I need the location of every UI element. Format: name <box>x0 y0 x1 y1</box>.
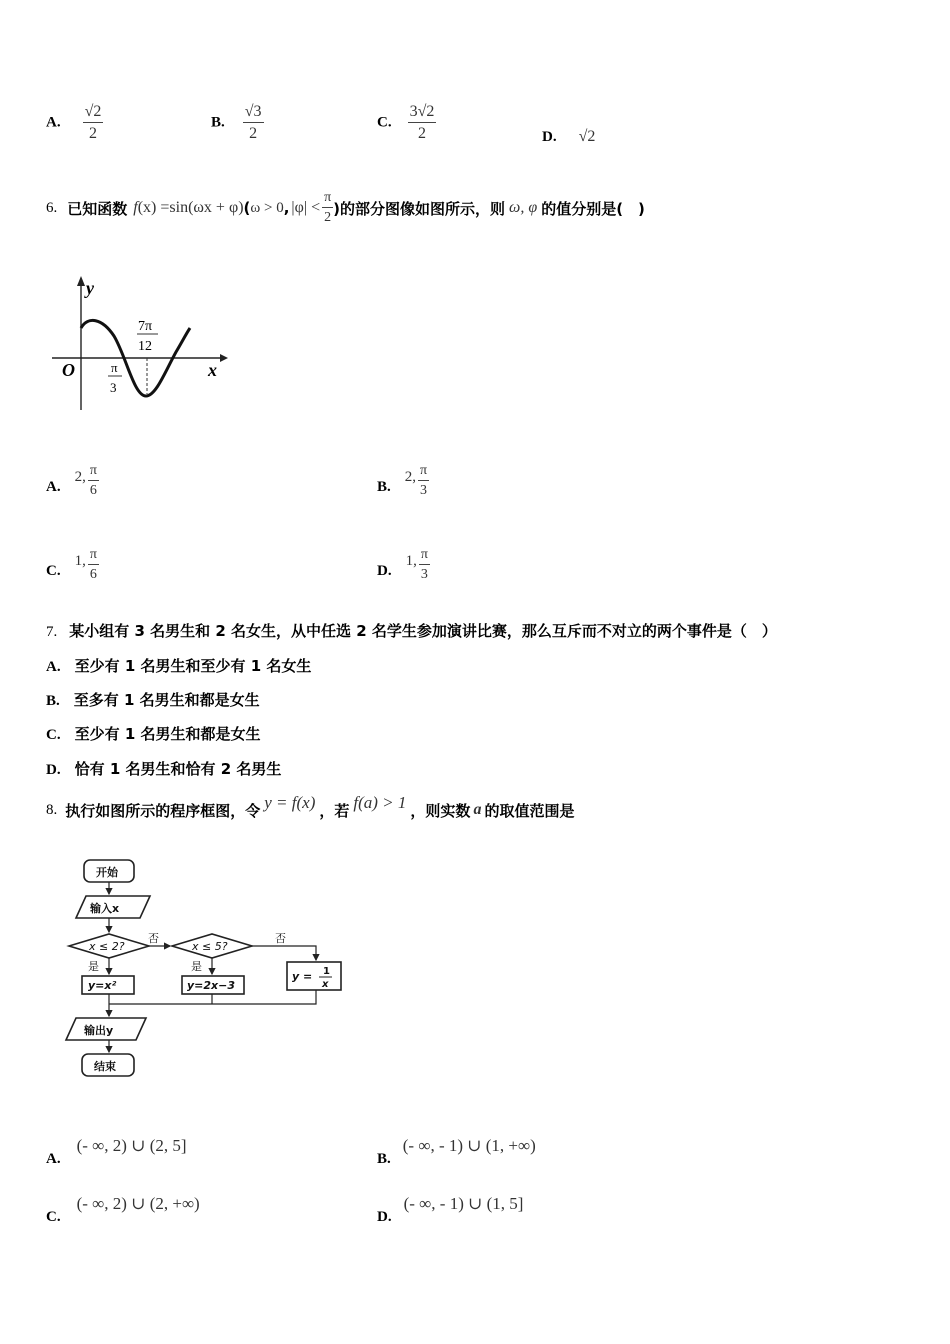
q6-stem <box>46 188 645 228</box>
numerator: π <box>88 548 99 565</box>
option-label: B. <box>377 1151 391 1167</box>
origin-label: O <box>62 360 75 380</box>
expression: y = f(x) <box>264 793 316 812</box>
option-label: B. <box>211 114 225 131</box>
box-3-num: 1 <box>323 966 330 977</box>
option-text: 至少有 1 名男生和至少有 1 名女生 <box>74 657 312 675</box>
box-3-den: x <box>322 979 329 990</box>
numerator: π <box>418 464 429 481</box>
option-label: A. <box>46 114 61 131</box>
y-axis-label: y <box>86 278 94 298</box>
box-2-label: y=2x−3 <box>187 979 236 992</box>
option-label: D. <box>542 129 557 145</box>
denominator: 2 <box>88 125 97 142</box>
q8-option-a[interactable] <box>46 1130 187 1168</box>
option-label: D. <box>46 762 61 778</box>
comma: , <box>283 199 290 217</box>
q6-option-b[interactable] <box>377 458 429 498</box>
q5-option-a[interactable] <box>46 104 103 142</box>
option-label: A. <box>46 659 61 675</box>
option-label: C. <box>46 1209 61 1225</box>
variable-a: a <box>473 801 482 818</box>
option-value: (- ∞, - 1) ∪ (1, 5] <box>403 1194 524 1213</box>
q6-option-a[interactable] <box>46 458 99 498</box>
option-text: 恰有 1 名男生和恰有 2 名男生 <box>74 760 282 778</box>
stem-text: ，若 <box>319 801 350 820</box>
option-label: D. <box>377 1209 392 1225</box>
numerator: √2 <box>83 104 104 123</box>
option-value: (- ∞, 2) ∪ (2, 5] <box>76 1136 187 1155</box>
q8-stem <box>46 790 574 830</box>
question-number: 6. <box>46 199 58 216</box>
fraction <box>243 104 264 142</box>
q6-option-d[interactable] <box>377 542 430 582</box>
option-text: 至多有 1 名男生和都是女生 <box>73 691 260 709</box>
denominator: 3 <box>420 567 428 582</box>
q7-option-b[interactable] <box>46 689 260 710</box>
yes-label-2: 是 <box>191 960 202 973</box>
stem-text: 的值分别是( ) <box>541 199 645 218</box>
stem-text: 某小组有 3 名男生和 2 名女生，从中任选 2 名学生参加演讲比赛，那么互斥而不对立的两个事件是（ ） <box>69 622 777 640</box>
fraction <box>83 104 104 142</box>
denominator: 2 <box>324 210 332 225</box>
option-prefix: 1, <box>405 553 417 569</box>
option-prefix: 1, <box>74 553 86 569</box>
option-label: A. <box>46 479 61 495</box>
denominator: 6 <box>89 483 97 498</box>
no-label-2: 否 <box>275 932 286 945</box>
option-label: B. <box>46 693 60 709</box>
q8-option-d[interactable] <box>377 1188 523 1226</box>
q5-option-c[interactable] <box>377 104 436 142</box>
fraction <box>419 548 430 582</box>
end-label: 结束 <box>94 1060 116 1073</box>
q7-stem <box>46 620 777 641</box>
q7-option-d[interactable] <box>46 758 281 779</box>
mark-7pi-num: 7π <box>138 319 153 334</box>
stem-text: 的取值范围是 <box>484 801 575 820</box>
numerator: π <box>322 191 333 208</box>
option-prefix: 2, <box>404 469 417 485</box>
y-axis-arrow-icon <box>77 276 85 286</box>
output-label: 输出y <box>84 1024 114 1037</box>
flowchart <box>60 852 360 1092</box>
start-label: 开始 <box>96 866 118 879</box>
option-label: C. <box>46 727 61 743</box>
denominator: 2 <box>249 125 258 142</box>
sine-graph <box>48 272 238 418</box>
fraction <box>322 191 333 225</box>
mark-pi-num: π <box>111 360 118 375</box>
function-expr: (x) =sin(ωx + φ) <box>137 199 244 216</box>
option-label: C. <box>377 114 392 131</box>
option-text: 至少有 1 名男生和都是女生 <box>74 725 261 743</box>
input-label: 输入x <box>90 902 120 915</box>
mark-pi-den: 3 <box>110 380 117 395</box>
variables: ω, φ <box>509 199 538 216</box>
condition-phi: |φ| < <box>291 199 321 216</box>
mark-7pi-den: 12 <box>138 339 152 354</box>
denominator: 3 <box>420 483 428 498</box>
option-label: D. <box>377 563 392 579</box>
q7-option-a[interactable] <box>46 655 311 676</box>
option-value: (- ∞, 2) ∪ (2, +∞) <box>76 1194 200 1213</box>
paren: ( <box>243 199 251 217</box>
box-1-label: y=x² <box>88 979 117 992</box>
fraction <box>88 464 99 498</box>
stem-text: 执行如图所示的程序框图，令 <box>65 801 261 820</box>
q8-option-c[interactable] <box>46 1188 200 1226</box>
option-label: B. <box>377 479 391 495</box>
question-number: 7. <box>46 624 58 640</box>
q6-option-c[interactable] <box>46 542 99 582</box>
denominator: 2 <box>417 125 426 142</box>
q5-option-d[interactable] <box>542 128 595 146</box>
numerator: √3 <box>243 104 264 123</box>
option-label: C. <box>46 563 61 579</box>
q5-option-b[interactable] <box>211 104 264 142</box>
fraction <box>88 548 99 582</box>
option-value: (- ∞, - 1) ∪ (1, +∞) <box>402 1136 536 1155</box>
function-name: f <box>133 199 138 216</box>
stem-text: ，则实数 <box>410 801 471 820</box>
expression: f(a) > 1 <box>353 793 407 812</box>
box-3-label: y = <box>292 970 313 983</box>
no-label-1: 否 <box>148 932 159 945</box>
numerator: 3√2 <box>408 104 437 123</box>
option-value: √2 <box>578 128 596 145</box>
x-axis-label: x <box>208 360 217 380</box>
condition-1-label: x ≤ 2? <box>89 940 125 953</box>
condition-omega: ω > 0 <box>250 199 284 216</box>
yes-label-1: 是 <box>88 960 99 973</box>
denominator: 6 <box>89 567 97 582</box>
option-label: A. <box>46 1151 61 1167</box>
stem-text: 已知函数 <box>67 199 128 218</box>
x-axis-arrow-icon <box>220 354 228 362</box>
fraction <box>408 104 437 142</box>
condition-2-label: x ≤ 5? <box>192 940 228 953</box>
fraction <box>418 464 429 498</box>
q7-option-c[interactable] <box>46 723 260 744</box>
q8-option-b[interactable] <box>377 1130 536 1168</box>
numerator: π <box>88 464 99 481</box>
question-number: 8. <box>46 801 58 818</box>
stem-text: )的部分图像如图所示，则 <box>333 199 506 218</box>
option-prefix: 2, <box>74 469 86 485</box>
numerator: π <box>419 548 430 565</box>
